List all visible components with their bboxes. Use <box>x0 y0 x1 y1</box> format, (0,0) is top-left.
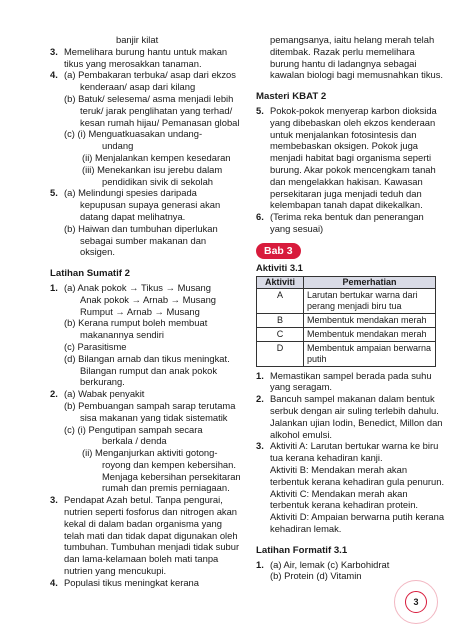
right-column <box>256 34 445 582</box>
text-line <box>50 329 240 341</box>
line-text: Pokok-pokok menyerap karbon dioksida <box>270 104 437 116</box>
text-line <box>50 447 240 459</box>
line-text: Aktiviti A: Larutan bertukar warna ke biru <box>270 440 439 452</box>
line-text: Memastikan sampel berada pada suhu <box>270 369 432 381</box>
section-heading <box>256 545 436 557</box>
line-text: ditembak. Razak perlu memelihara <box>270 45 415 57</box>
text-line <box>256 164 436 176</box>
line-text: berkala / denda <box>102 435 167 447</box>
item-number: 5. <box>50 187 58 199</box>
text-line <box>50 93 240 105</box>
text-line <box>50 105 240 117</box>
line-text: (b) Kerana rumput boleh membuat <box>64 317 208 329</box>
text-line <box>50 577 240 589</box>
line-text: Jalankan ujian Iodin, Benedict, Millon dan <box>270 416 443 428</box>
text-line <box>256 105 436 117</box>
text-line <box>50 530 240 542</box>
chapter-badge: Bab 3 <box>256 243 301 259</box>
text-line <box>50 482 240 494</box>
line-text: oksigen. <box>80 246 115 258</box>
line-text: sisa makanan yang tidak sistematik <box>80 411 228 423</box>
text-line <box>256 129 436 141</box>
text-line <box>256 211 436 223</box>
text-line <box>50 164 240 176</box>
section-heading <box>256 91 436 103</box>
line-text: rumah dan premis perniagaan. <box>102 482 230 494</box>
line-text: terbentuk kerana kehadiran protein. <box>270 499 419 511</box>
text-line <box>256 429 436 441</box>
text-line <box>50 117 240 129</box>
line-text: kelembapan tanah dapat dikekalkan. <box>270 199 423 211</box>
line-text: (d) Bilangan arnab dan tikus meningkat. <box>64 352 230 364</box>
table-cell: A <box>257 288 304 313</box>
item-number: 2. <box>50 388 58 400</box>
line-text: (c) Parasitisme <box>64 340 127 352</box>
line-text: nutrien yang mencukupi. <box>64 565 167 577</box>
table-header-row <box>257 276 436 288</box>
item-number: 5. <box>256 104 264 116</box>
line-text: (b) Haiwan dan tumbuhan diperlukan <box>64 222 218 234</box>
text-line <box>256 152 436 164</box>
text-line <box>50 34 240 46</box>
item-number: 3. <box>50 45 58 57</box>
line-text: (ii) Menganjurkan aktiviti gotong- <box>82 447 218 459</box>
text-line <box>50 187 240 199</box>
table-cell: Membentuk mendakan merah <box>304 327 436 341</box>
text-line <box>50 69 240 81</box>
text-line <box>50 317 240 329</box>
line-text: Menjaga kebersihan persekitaran <box>102 470 241 482</box>
text-line <box>50 341 240 353</box>
item-number: 1. <box>50 281 58 293</box>
text-line <box>256 499 436 511</box>
line-text: Masteri KBAT 2 <box>256 91 327 103</box>
line-text: Bilangan rumput dan anak pokok <box>80 364 218 376</box>
line-text: Aktiviti D: Ampaian berwarna putih kerana <box>270 511 445 523</box>
text-line <box>50 435 240 447</box>
item-number: 3. <box>50 494 58 506</box>
text-line <box>256 488 436 500</box>
text-line <box>256 416 443 429</box>
text-line <box>256 46 436 58</box>
line-text: makanannya sendiri <box>80 329 164 341</box>
table-cell: D <box>257 341 304 366</box>
text-line <box>50 400 240 412</box>
text-line <box>50 211 240 223</box>
text-line <box>256 69 444 81</box>
text-line <box>50 459 240 471</box>
line-text: kehadiran lemak. <box>270 522 342 534</box>
line-text: Anak pokok → Arnab → Musang <box>80 293 217 305</box>
line-text: burung hantu di ladangnya sebagai <box>270 57 417 69</box>
line-text: telah mati dan tidak dapat digunakan oleh <box>64 529 238 541</box>
text-line <box>50 46 240 58</box>
table-cell: Larutan bertukar warna dari perang menjadi biru tua <box>304 288 436 313</box>
text-line <box>50 518 240 530</box>
text-line <box>50 424 240 436</box>
line-text: undang <box>102 140 134 152</box>
text-line <box>256 188 436 200</box>
table-row <box>257 341 436 366</box>
line-text: (a) Air, lemak (c) Karbohidrat <box>270 558 390 570</box>
line-text: nutrien seperti fosforus dan nitrogen akan <box>64 506 238 518</box>
item-number: 2. <box>256 393 264 405</box>
item-number: 1. <box>256 369 264 381</box>
line-text: tua kerana kehadiran kanji. <box>270 452 383 464</box>
section-heading <box>50 268 240 280</box>
left-column <box>50 34 240 589</box>
line-text: royong dan kempen kebersihan. <box>102 458 236 470</box>
line-text: Rumput → Arnab → Musang <box>80 305 200 317</box>
line-text: Populasi tikus meningkat kerana <box>64 576 199 588</box>
line-text: pemangsanya, iaitu helang merah telah <box>270 34 435 45</box>
text-line <box>50 388 240 400</box>
text-line <box>256 511 445 523</box>
line-text: serbuk dengan air suling terlebih dahulu. <box>270 404 439 416</box>
line-text: Pendapat Azah betul. Tanpa pengurai, <box>64 494 223 506</box>
text-line <box>50 140 240 152</box>
text-line <box>50 223 240 235</box>
line-text: sebagai sumber makanan dan <box>80 234 207 246</box>
line-text: kepupusan supaya generasi akan <box>80 199 221 211</box>
line-text: tikus yang merosakkan tanaman. <box>64 57 202 69</box>
text-line <box>50 152 240 164</box>
line-text: (b) Pembuangan sampah sarap terutama <box>64 399 236 411</box>
line-text: banjir kilat <box>116 34 159 45</box>
line-text: (b) Protein (d) Vitamin <box>270 570 362 582</box>
text-line <box>256 223 436 235</box>
line-text: (a) Melindungi spesies daripada <box>64 187 197 199</box>
line-text: alkohol emulsi. <box>270 428 333 440</box>
right-top-block <box>256 34 444 235</box>
line-text: (a) Anak pokok → Tikus → Musang <box>64 281 211 293</box>
line-text: (a) Wabak penyakit <box>64 388 145 400</box>
text-line <box>256 58 436 70</box>
text-line <box>256 523 436 535</box>
table-row <box>257 313 436 327</box>
line-text: Aktiviti B: Mendakan merah akan <box>270 463 408 475</box>
table-cell: Membentuk mendakan merah <box>304 313 436 327</box>
text-line <box>50 58 240 70</box>
page-number: 3 <box>405 591 427 613</box>
line-text: persekitaran juga menjadi teduh dan <box>270 187 422 199</box>
line-text: tumbuhan. Tumbuhan menjadi tidak subur <box>64 541 240 553</box>
right-bottom-block <box>256 369 445 583</box>
text-line <box>256 440 439 452</box>
text-line <box>256 381 436 393</box>
text-line <box>256 370 436 382</box>
text-line <box>256 393 436 405</box>
line-text: kawalan biologi bagi memusnahkan tikus. <box>270 69 444 81</box>
line-text: pendidikan sivik di sekolah <box>102 175 214 187</box>
text-line <box>50 199 240 211</box>
line-text: Latihan Sumatif 2 <box>50 268 130 280</box>
line-text: (Terima reka bentuk dan penerangan <box>270 211 424 223</box>
line-text: (c) (i) Pengutipan sampah secara <box>64 423 203 435</box>
text-line <box>50 541 240 553</box>
line-text: (ii) Menjalankan kempen kesedaran <box>82 151 231 163</box>
line-text: Latihan Formatif 3.1 <box>256 544 348 556</box>
line-text: (iii) Menekankan isu jerebu dalam <box>82 163 223 175</box>
line-text: yang dibebaskan oleh ekzos kenderaan <box>270 116 436 128</box>
text-line <box>50 294 240 306</box>
text-line <box>50 306 240 318</box>
text-line <box>50 376 240 388</box>
table-cell: B <box>257 313 304 327</box>
text-line <box>256 117 436 129</box>
text-line <box>50 353 240 365</box>
table-header-cell: Aktiviti <box>257 276 304 288</box>
text-line <box>256 34 436 46</box>
line-text: burung. Akar pokok mencengkam tanah <box>270 163 436 175</box>
text-line <box>256 452 436 464</box>
text-line <box>256 464 436 476</box>
table-row <box>257 327 436 341</box>
line-text: yang seragam. <box>270 381 333 393</box>
text-line <box>50 176 240 188</box>
table-header-cell: Pemerhatian <box>304 276 436 288</box>
item-number: 1. <box>256 558 264 570</box>
line-text: datang dapat melihatnya. <box>80 210 186 222</box>
line-text: yang sesuai) <box>270 222 324 234</box>
table-cell: C <box>257 327 304 341</box>
item-number: 4. <box>50 576 58 588</box>
text-line <box>50 282 240 294</box>
text-line <box>50 471 240 483</box>
text-line <box>50 235 240 247</box>
text-line <box>50 553 240 565</box>
text-line <box>256 140 436 152</box>
item-number: 4. <box>50 69 58 81</box>
table-row <box>257 288 436 313</box>
line-text: (a) Pembakaran terbuka/ asap dari ekzos <box>64 69 236 81</box>
aktiviti-table <box>256 276 436 367</box>
text-line <box>256 559 436 571</box>
item-number: 6. <box>256 211 264 223</box>
line-text: (b) Batuk/ selesema/ asma menjadi lebih <box>64 92 234 104</box>
line-text: berkurang. <box>80 376 125 388</box>
text-line <box>256 176 436 188</box>
line-text: Aktiviti C: Mendakan merah akan <box>270 487 408 499</box>
text-line <box>50 81 240 93</box>
text-line <box>50 246 240 258</box>
table-cell: Membentuk ampaian berwarna putih <box>304 341 436 366</box>
text-line <box>50 365 240 377</box>
line-text: terbentuk kerana kehadiran gula penurun. <box>270 475 445 487</box>
line-text: Bancuh sampel makanan dalam bentuk <box>270 393 435 405</box>
text-line <box>50 506 240 518</box>
text-line <box>50 128 240 140</box>
line-text: kenderaan/ asap dari kilang <box>80 81 196 93</box>
text-line <box>256 404 439 417</box>
item-number: 3. <box>256 440 264 452</box>
line-text: dan lama-kelamaan boleh mati tanpa <box>64 553 219 565</box>
text-line <box>256 199 436 211</box>
line-text: (c) (i) Menguatkuasakan undang- <box>64 128 203 140</box>
line-text: kekal di dalam badan organisma yang <box>64 517 222 529</box>
text-line <box>256 475 445 488</box>
text-line <box>50 494 240 506</box>
line-text: teruk/ jarak penglihatan yang terhad/ <box>80 104 233 116</box>
line-text: menjadi habitat bagi organisma seperti <box>270 152 432 164</box>
line-text: Memelihara burung hantu untuk makan <box>64 45 228 57</box>
line-text: kesan rumah hijau/ Pemanasan global <box>80 116 240 128</box>
line-text: untuk menjalankan fotosintesis dan <box>270 128 417 140</box>
text-line <box>50 565 240 577</box>
text-line <box>50 412 240 424</box>
line-text: membebaskan oksigen. Pokok juga <box>270 140 419 152</box>
line-text: dan mengelakkan hakisan. Kawasan <box>270 175 423 187</box>
aktiviti-title: Aktiviti 3.1 <box>256 261 303 273</box>
